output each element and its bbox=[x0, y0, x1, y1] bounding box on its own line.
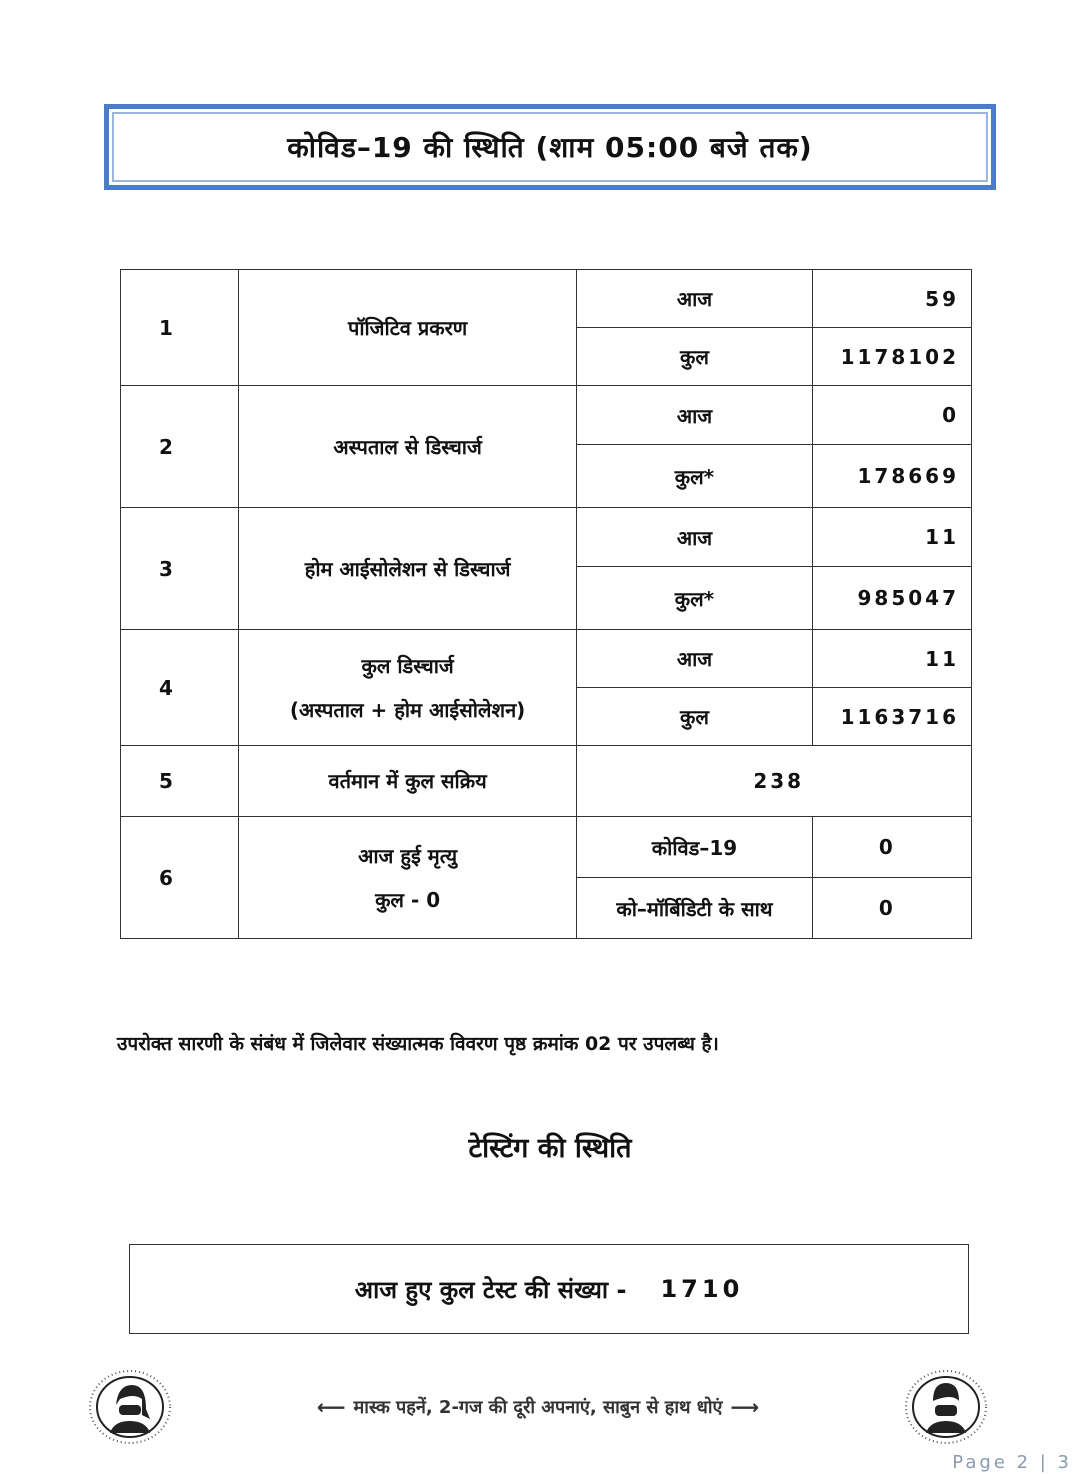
masked-woman-icon bbox=[88, 1369, 172, 1445]
testing-label: आज हुए कुल टेस्ट की संख्या - bbox=[354, 1275, 627, 1304]
note-text: उपरोक्त सारणी के संबंध में जिलेवार संख्यात्मक विवरण पृष्ठ क्रमांक 02 पर उपलब्ध है। bbox=[117, 1033, 719, 1055]
table-row bbox=[121, 746, 972, 817]
sub-label: कुल bbox=[577, 688, 812, 746]
row-label: होम आईसोलेशन से डिस्चार्ज bbox=[238, 508, 576, 630]
masked-man-icon bbox=[904, 1369, 988, 1445]
serial-number: 1 bbox=[121, 270, 239, 386]
value-cell: 1178102 bbox=[812, 328, 971, 386]
covid-status-table bbox=[120, 269, 972, 939]
row-label-line1: कुल डिस्चार्ज bbox=[361, 653, 454, 678]
page-number: Page 2 | 3 bbox=[952, 1452, 1072, 1473]
value-cell: 0 bbox=[812, 878, 971, 939]
sub-label: कुल* bbox=[577, 445, 812, 508]
value-cell: 11 bbox=[812, 630, 971, 688]
footer-banner bbox=[88, 1368, 988, 1446]
value-cell: 0 bbox=[812, 386, 971, 445]
sub-label: आज bbox=[577, 630, 812, 688]
value-cell: 0 bbox=[812, 817, 971, 878]
slogan bbox=[317, 1395, 759, 1419]
table-row bbox=[121, 270, 972, 328]
page-title: कोविड–19 की स्थिति (शाम 05:00 बजे तक) bbox=[287, 131, 813, 164]
value-cell: 59 bbox=[812, 270, 971, 328]
testing-value: 1710 bbox=[660, 1275, 744, 1303]
sub-label: कुल* bbox=[577, 567, 812, 630]
row-label: अस्पताल से डिस्चार्ज bbox=[238, 386, 576, 508]
serial-number: 6 bbox=[121, 817, 239, 939]
sub-label: आज bbox=[577, 386, 812, 445]
table-row bbox=[121, 817, 972, 878]
value-cell: 11 bbox=[812, 508, 971, 567]
serial-number: 2 bbox=[121, 386, 239, 508]
slogan-text: मास्क पहनें, 2-गज की दूरी अपनाएं, साबुन से हाथ धोएं bbox=[353, 1397, 723, 1418]
arrow-left-icon: ⟵ bbox=[316, 1395, 346, 1419]
value-cell: 1163716 bbox=[812, 688, 971, 746]
sub-label: को–मॉर्बिडिटी के साथ bbox=[577, 878, 812, 939]
row-label-line2: कुल - 0 bbox=[375, 887, 441, 912]
sub-label: आज bbox=[577, 508, 812, 567]
value-cell: 178669 bbox=[812, 445, 971, 508]
row-label bbox=[238, 817, 576, 939]
value-cell: 985047 bbox=[812, 567, 971, 630]
sub-label: कुल bbox=[577, 328, 812, 386]
serial-number: 3 bbox=[121, 508, 239, 630]
table-row bbox=[121, 630, 972, 688]
sub-label: कोविड–19 bbox=[577, 817, 812, 878]
serial-number: 5 bbox=[121, 746, 239, 817]
value-cell: 238 bbox=[577, 746, 972, 817]
row-label bbox=[238, 630, 576, 746]
serial-number: 4 bbox=[121, 630, 239, 746]
arrow-right-icon: ⟶ bbox=[730, 1395, 760, 1419]
table-row bbox=[121, 508, 972, 567]
row-label: वर्तमान में कुल सक्रिय bbox=[238, 746, 576, 817]
sub-label: आज bbox=[577, 270, 812, 328]
testing-box bbox=[129, 1244, 969, 1334]
title-box bbox=[104, 104, 996, 190]
row-label-line1: आज हुई मृत्यु bbox=[358, 843, 458, 868]
table-row bbox=[121, 386, 972, 445]
row-label-line2: (अस्पताल + होम आईसोलेशन) bbox=[289, 697, 526, 722]
row-label: पॉजिटिव प्रकरण bbox=[238, 270, 576, 386]
testing-title: टेस्टिंग की स्थिति bbox=[468, 1133, 632, 1164]
